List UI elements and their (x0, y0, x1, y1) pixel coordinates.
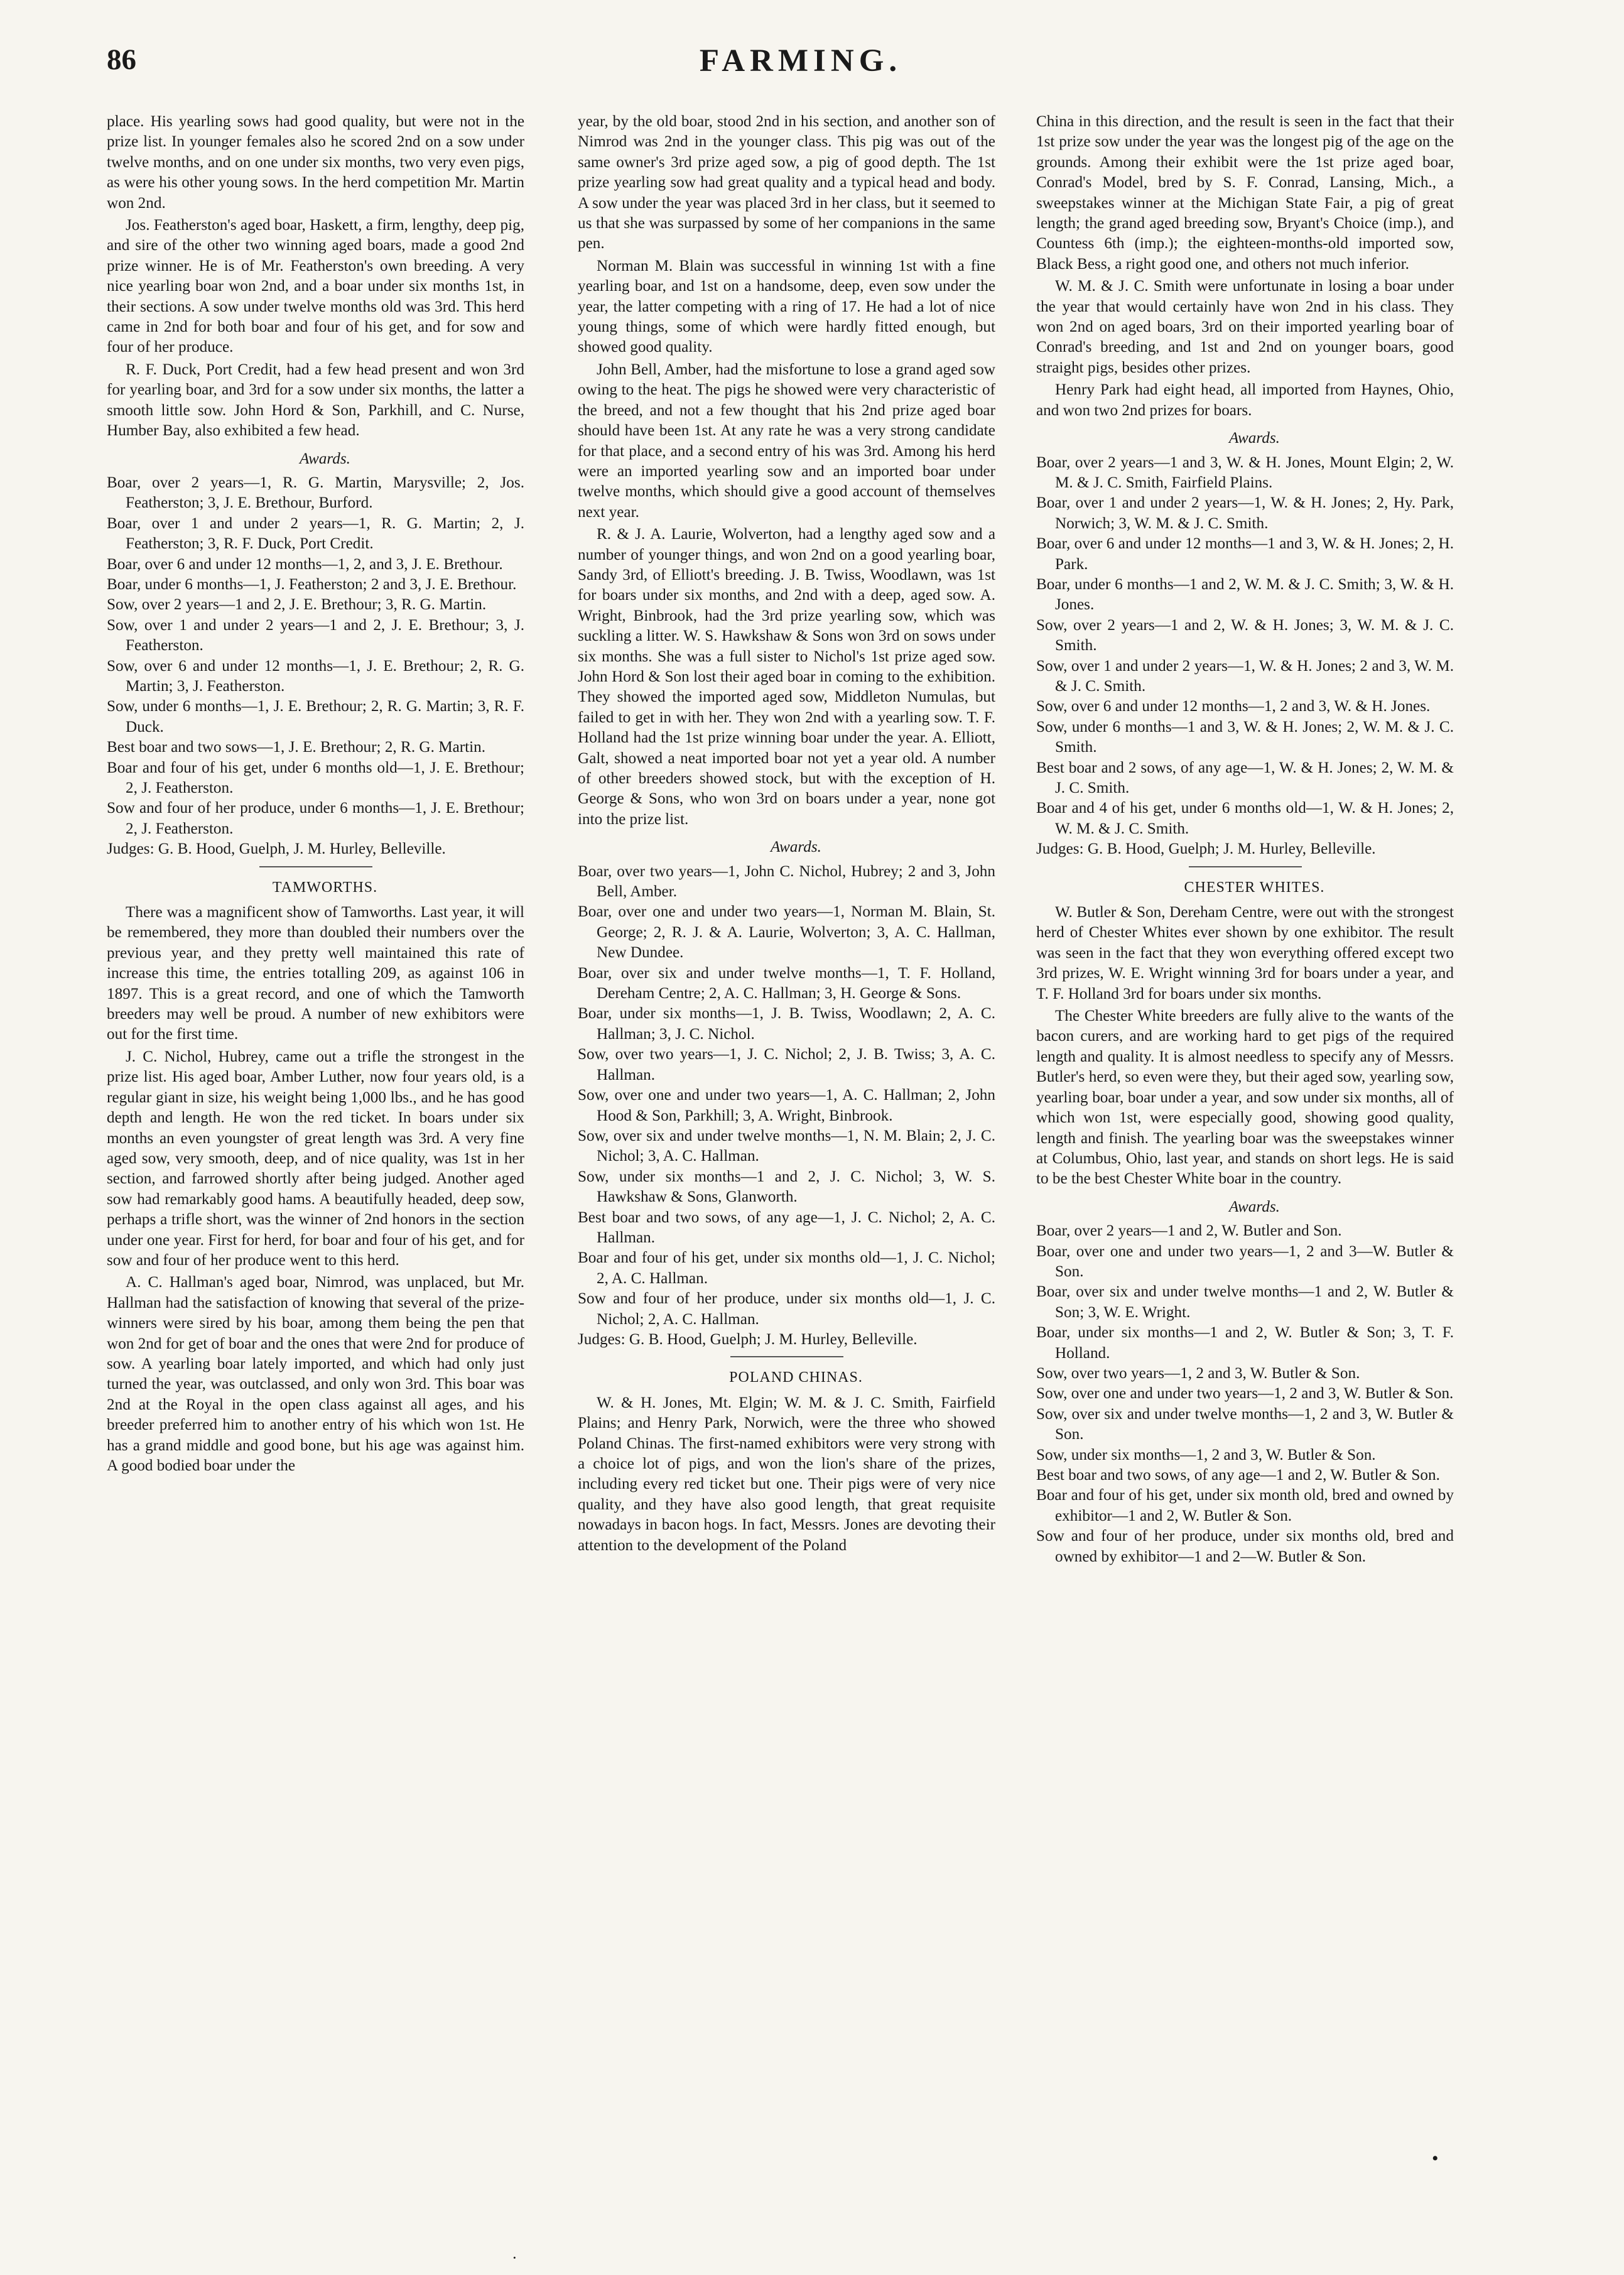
award-entry: Sow, over one and under two years—1, 2 and 3, W. Butler & Son. (1036, 1385, 1454, 1403)
paragraph: Jos. Featherston's aged boar, Haskett, a firm, lengthy, deep pig, and sire of the other two winning aged boars, made a good 2nd prize winner. He is of Mr. Featherston's own breeding. A very nice yearling boar won 2nd, and a boar under six months 1st, in their sections. A sow under twelve months old was 3rd. This herd came in 2nd for both boar and four of his get, and for sow and four of her produce. (107, 217, 524, 356)
paragraph-continued: China in this direction, and the result is seen in the fact that their 1st prize sow under the year was the longest pig of the age on the grounds. Among their exhibit were the 1st prize aged boar, Conrad's Model, bred by S. F. Conrad, Lansing, Mich., a sweepstakes winner at the Michigan State Fair, a pig of great length; the grand aged breeding sow, Bryant's Choice (imp.), and Countess 6th (imp.); the eighteen-months-old imported sow, Black Bess, a right good one, and others not much inferior. (1036, 113, 1454, 273)
award-entry: Sow, under six months—1 and 2, J. C. Nichol; 3, W. S. Hawkshaw & Sons, Glanworth. (578, 1168, 995, 1206)
awards-heading: Awards. (771, 839, 821, 856)
award-entry: Sow, over two years—1, 2 and 3, W. Butler & Son. (1036, 1364, 1360, 1382)
award-entry: Sow, over 6 and under 12 months—1, J. E. Brethour; 2, R. G. Martin; 3, J. Featherston. (107, 657, 524, 695)
award-entry: Best boar and two sows, of any age—1 and 2, W. Butler & Son. (1036, 1467, 1440, 1484)
section-heading: TAMWORTHS. (272, 879, 378, 896)
award-entry: Boar, over one and under two years—1, 2 and 3—W. Butler & Son. (1036, 1242, 1454, 1280)
section-divider (259, 866, 372, 867)
ink-dot: · (512, 2249, 517, 2267)
column-2 (578, 112, 995, 2203)
ink-dot: • (1432, 2148, 1439, 2169)
award-entry: Judges: G. B. Hood, Guelph; J. M. Hurley, Belleville. (578, 1330, 918, 1348)
section-divider (1189, 866, 1302, 867)
award-entry: Sow, over one and under two years—1, A. C. Hallman; 2, John Hood & Son, Parkhill; 3, A. Wright, Binbrook. (578, 1087, 995, 1124)
award-entry: Boar and four of his get, under 6 months old—1, J. E. Brethour; 2, J. Featherston. (107, 759, 524, 796)
paragraph: W. M. & J. C. Smith were unfortunate in losing a boar under the year that would certainly have won 2nd in his class. They won 2nd on aged boars, 3rd on their imported yearling boar of Conrad's breeding, and 1st and 2nd on younger boars, good straight pigs, besides other prizes. (1036, 278, 1454, 376)
award-entry: Sow, over two years—1, J. C. Nichol; 2, J. B. Twiss; 3, A. C. Hallman. (578, 1046, 995, 1083)
award-entry: Sow, under six months—1, 2 and 3, W. Butler & Son. (1036, 1446, 1376, 1463)
awards-heading: Awards. (1229, 430, 1280, 447)
award-entry: Boar and 4 of his get, under 6 months old—1, W. & H. Jones; 2, W. M. & J. C. Smith. (1036, 800, 1454, 837)
paragraph-continued: year, by the old boar, stood 2nd in his section, and another son of Nimrod was 2nd in the younger class. This pig was out of the same owner's 3rd prize aged sow, a pig of good depth. The 1st prize yearling sow had great quality and a typical head and body. A sow under the year was placed 3rd in her class, but it seemed to us that she was surpassed by some of her companions in the same pen. (578, 113, 995, 252)
award-entry: Boar, under six months—1 and 2, W. Butler & Son; 3, T. F. Holland. (1036, 1324, 1454, 1362)
award-entry: Sow, over 1 and under 2 years—1, W. & H. Jones; 2 and 3, W. M. & J. C. Smith. (1036, 657, 1454, 695)
page-number: 86 (107, 43, 136, 76)
award-entry: Judges: G. B. Hood, Guelph, J. M. Hurley, Belleville. (107, 840, 446, 858)
paragraph: Henry Park had eight head, all imported from Haynes, Ohio, and won two 2nd prizes for boars. (1036, 381, 1454, 419)
paragraph: J. C. Nichol, Hubrey, came out a trifle the strongest in the prize list. His aged boar, Amber Luther, now four years old, is a regular giant in size, his weight being 1,000 lbs., and he has good depth and length. He won the red ticket. In boars under six months an even youngster of great length was 3rd. A very fine aged sow, very smooth, deep, and of nice quality, was 1st in her section, and farrowed shortly after being judged. Another aged sow had remarkably good hams. A beautifully headed, deep sow, perhaps a trifle short, was the winner of 2nd honors in the section under one year. First for herd, for boar and four of his get, and for sow and four of her produce went to this herd. (107, 1048, 524, 1269)
paragraph: R. & J. A. Laurie, Wolverton, had a lengthy aged sow and a number of younger things, and won 2nd on a good yearling boar, Sandy 3rd, of Elliott's breeding. J. B. Twiss, Woodlawn, was 1st for boars under six months, and 2nd with a deep, aged sow. A. Wright, Binbrook, had the 3rd prize yearling sow, which was suckling a litter. W. S. Hawkshaw & Sons won 3rd on sows under six months. She was a full sister to Nichol's 1st prize aged sow. John Hord & Son lost their aged boar in coming to the exhibition. They showed the imported aged sow, Middleton Numulas, but failed to get in with her. They won 2nd with a yearling sow. T. F. Holland had the 1st prize winning boar under the year. A. Elliott, Galt, showed a neat imported boar not yet a year old. A number of other breeders showed stock, but with the exception of H. George & Sons, who won 3rd on boars under a year, none got into the prize list. (578, 526, 995, 828)
award-entry: Sow, under 6 months—1, J. E. Brethour; 2, R. G. Martin; 3, R. F. Duck. (107, 698, 524, 736)
award-entry: Sow, over six and under twelve months—1, 2 and 3, W. Butler & Son. (1036, 1405, 1454, 1443)
award-entry: Sow, over six and under twelve months—1, N. M. Blain; 2, J. C. Nichol; 3, A. C. Hallman. (578, 1127, 995, 1165)
award-entry: Sow, under 6 months—1 and 3, W. & H. Jones; 2, W. M. & J. C. Smith. (1036, 718, 1454, 756)
award-entry: Boar, over 6 and under 12 months—1 and 3, W. & H. Jones; 2, H. Park. (1036, 535, 1454, 573)
section-heading: POLAND CHINAS. (729, 1369, 863, 1386)
award-entry: Boar, over 2 years—1, R. G. Martin, Marysville; 2, Jos. Featherston; 3, J. E. Brethour, Burford. (107, 474, 524, 512)
page-header (107, 43, 1495, 87)
award-entry: Boar, over 6 and under 12 months—1, 2, and 3, J. E. Brethour. (107, 555, 503, 573)
award-entry: Boar, over 2 years—1 and 3, W. & H. Jones, Mount Elgin; 2, W. M. & J. C. Smith, Fairfield Plains. (1036, 453, 1454, 491)
award-entry: Boar and four of his get, under six months old—1, J. C. Nichol; 2, A. C. Hallman. (578, 1249, 995, 1287)
award-entry: Boar, under 6 months—1, J. Featherston; 2 and 3, J. E. Brethour. (107, 575, 517, 593)
column-1 (107, 112, 524, 2203)
award-entry: Sow and four of her produce, under six months old—1, J. C. Nichol; 2, A. C. Hallman. (578, 1290, 995, 1328)
award-entry: Sow and four of her produce, under six months old, bred and owned by exhibitor—1 and 2—W. Butler & Son. (1036, 1528, 1454, 1565)
award-entry: Best boar and two sows, of any age—1, J. C. Nichol; 2, A. C. Hallman. (578, 1208, 995, 1246)
paragraph: W. Butler & Son, Dereham Centre, were out with the strongest herd of Chester Whites ever shown by one exhibitor. The result was seen in the fact that they won everything offered except two 3rd prizes, W. E. Wright winning 3rd for boars under a year, and T. F. Holland 3rd for boars under six months. (1036, 904, 1454, 1002)
award-entry: Sow, over 2 years—1 and 2, J. E. Brethour; 3, R. G. Martin. (107, 596, 487, 614)
award-entry: Judges: G. B. Hood, Guelph; J. M. Hurley, Belleville. (1036, 840, 1376, 858)
paragraph: Norman M. Blain was successful in winning 1st with a fine yearling boar, and 1st on a handsome, deep, even sow under the year, the latter competing with a ring of 17. He had a lot of nice young things, some of which were hardly fitted enough, but showed good quality. (578, 257, 995, 356)
section-divider (730, 1356, 843, 1357)
paragraph: The Chester White breeders are fully alive to the wants of the bacon curers, and are working hard to get pigs of the required length and quality. It is almost needless to specify any of Messrs. Butler's herd, so even were they, but their aged sow, yearling sow, yearling boar, boar under a year, and sow under six months, all of which won 1st, were especially good, showing good quality, length and finish. The yearling boar was the sweepstakes winner at Columbus, Ohio, last year, and stands on short legs. He is said to be the best Chester White boar in the country. (1036, 1007, 1454, 1188)
award-entry: Best boar and 2 sows, of any age—1, W. & H. Jones; 2, W. M. & J. C. Smith. (1036, 759, 1454, 796)
paragraph: There was a magnificent show of Tamworths. Last year, it will be remembered, they more than doubled their numbers over the previous year, and they pretty well maintained this rate of increase this time, the entries totalling 209, as against 106 in 1897. This is a great record, and one of which the Tamworth breeders may well be proud. A number of new exhibitors were out for the first time. (107, 904, 524, 1043)
award-entry: Boar, over 1 and under 2 years—1, W. & H. Jones; 2, Hy. Park, Norwich; 3, W. M. & J. C. Smith. (1036, 494, 1454, 532)
award-entry: Boar, over one and under two years—1, Norman M. Blain, St. George; 2, R. J. & A. Laurie, Wolverton; 3, A. C. Hallman, New Dundee. (578, 903, 995, 962)
awards-heading: Awards. (1229, 1198, 1280, 1215)
paragraph: John Bell, Amber, had the misfortune to lose a grand aged sow owing to the heat. The pigs he showed were very characteristic of the breed, and not a few thought that his 2nd prize aged boar should have been 1st. At any rate he was a very strong candidate for that place, and a second entry of his was 3rd. Among his herd were an imported yearling sow and an imported boar under twelve months, which should give a good account of themselves next year. (578, 361, 995, 521)
award-entry: Boar, over 1 and under 2 years—1, R. G. Martin; 2, J. Featherston; 3, R. F. Duck, Port Credit. (107, 514, 524, 553)
award-entry: Boar, under 6 months—1 and 2, W. M. & J. C. Smith; 3, W. & H. Jones. (1036, 575, 1454, 614)
award-entry: Sow, over 1 and under 2 years—1 and 2, J. E. Brethour; 3, J. Featherston. (107, 616, 524, 654)
award-entry: Sow and four of her produce, under 6 months—1, J. E. Brethour; 2, J. Featherston. (107, 800, 524, 837)
awards-heading: Awards. (300, 450, 350, 467)
award-entry: Boar and four of his get, under six month old, bred and owned by exhibitor—1 and 2, W. Butler & Son. (1036, 1487, 1454, 1524)
paragraph: W. & H. Jones, Mt. Elgin; W. M. & J. C. Smith, Fairfield Plains; and Henry Park, Norwich, were the three who showed Poland Chinas. The first-named exhibitors were very strong with a choice lot of pigs, and won the lion's share of the prizes, including every red ticket but one. Their pigs were of very nice quality, and they have also good length, that great requisite nowadays in bacon hogs. In fact, Messrs. Jones are devoting their attention to the development of the Poland (578, 1394, 995, 1554)
award-entry: Sow, over 2 years—1 and 2, W. & H. Jones; 3, W. M. & J. C. Smith. (1036, 616, 1454, 654)
paragraph: A. C. Hallman's aged boar, Nimrod, was unplaced, but Mr. Hallman had the satisfaction of knowing that several of the prize-winners were sired by his boar, among them being the pen that won 2nd for get of boar and the ones that were 2nd for produce of sow. A yearling boar lately imported, and which had only just turned the year, was outclassed, and only won 3rd. This boar was 2nd at the Royal in the open class against all ages, and his breeder preferred him to another entry of his which won 1st. He has a grand middle and good bone, but his age was against him. A good bodied boar under the (107, 1274, 524, 1474)
award-entry: Boar, over six and under twelve months—1 and 2, W. Butler & Son; 3, W. E. Wright. (1036, 1283, 1454, 1321)
award-entry: Boar, over two years—1, John C. Nichol, Hubrey; 2 and 3, John Bell, Amber. (578, 862, 995, 901)
award-entry: Boar, under six months—1, J. B. Twiss, Woodlawn; 2, A. C. Hallman; 3, J. C. Nichol. (578, 1005, 995, 1043)
running-title: FARMING. (699, 43, 902, 79)
award-entry: Boar, over 2 years—1 and 2, W. Butler and Son. (1036, 1222, 1342, 1240)
section-heading: CHESTER WHITES. (1184, 879, 1325, 896)
award-entry: Boar, over six and under twelve months—1, T. F. Holland, Dereham Centre; 2, A. C. Hallman; 3, H. George & Sons. (578, 964, 995, 1002)
paragraph-continued: place. His yearling sows had good quality, but were not in the prize list. In younger females also he scored 2nd on a sow under twelve months, and on one under six months, two very even pigs, as were his other young sows. In the herd competition Mr. Martin won 2nd. (107, 113, 524, 212)
column-3 (1036, 112, 1454, 2203)
award-entry: Best boar and two sows—1, J. E. Brethour; 2, R. G. Martin. (107, 739, 486, 756)
award-entry: Sow, over 6 and under 12 months—1, 2 and 3, W. & H. Jones. (1036, 698, 1431, 715)
paragraph: R. F. Duck, Port Credit, had a few head present and won 3rd for yearling boar, and 3rd for a sow under six months, the latter a smooth little sow. John Hord & Son, Parkhill, and C. Nurse, Humber Bay, also exhibited a few head. (107, 361, 524, 440)
